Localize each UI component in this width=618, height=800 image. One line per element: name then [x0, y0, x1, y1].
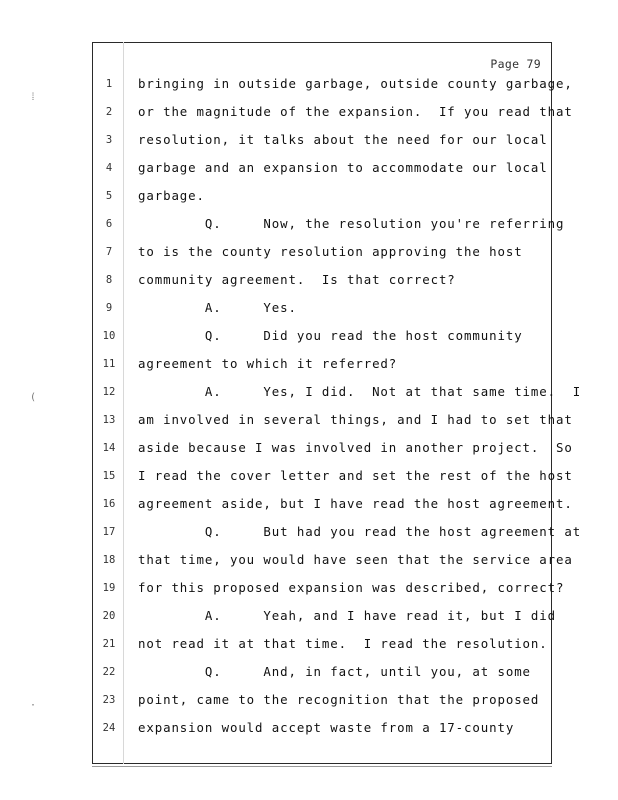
transcript-line — [92, 126, 552, 154]
scan-margin-mark: ⁞ — [30, 92, 37, 103]
line-number: 14 — [102, 442, 116, 454]
line-number: 22 — [102, 666, 116, 678]
line-number: 17 — [102, 526, 116, 538]
scan-margin-mark: ( — [30, 392, 37, 403]
transcript-line — [92, 462, 573, 490]
line-text: Q. But had you read the host agreement at — [138, 524, 582, 539]
transcript-line — [92, 490, 573, 518]
line-text: aside because I was involved in another project. So — [138, 440, 573, 455]
line-text: bringing in outside garbage, outside county garbage, — [138, 76, 573, 91]
line-number: 7 — [105, 246, 113, 258]
line-text: community agreement. Is that correct? — [138, 272, 456, 287]
transcript-line — [92, 434, 573, 462]
transcript-line — [92, 322, 552, 350]
transcript-line — [92, 658, 552, 686]
line-number: 4 — [105, 162, 113, 174]
line-number: 13 — [102, 414, 116, 426]
transcript-line — [92, 98, 573, 126]
line-number: 5 — [105, 190, 113, 202]
line-number: 20 — [102, 610, 116, 622]
line-text: Q. Now, the resolution you're referring — [138, 216, 565, 231]
transcript-line — [92, 154, 552, 182]
transcript-line — [92, 294, 552, 322]
line-text: expansion would accept waste from a 17-county — [138, 720, 515, 735]
transcript-line — [92, 182, 552, 210]
transcript-line — [92, 350, 552, 378]
line-text: agreement to which it referred? — [138, 356, 398, 371]
transcript-line — [92, 518, 582, 546]
line-number: 12 — [102, 386, 116, 398]
transcript-line — [92, 70, 573, 98]
line-text: am involved in several things, and I had to set that — [138, 412, 573, 427]
transcript-line — [92, 602, 556, 630]
transcript-line — [92, 546, 573, 574]
line-text: resolution, it talks about the need for our local — [138, 132, 548, 147]
line-text: Q. And, in fact, until you, at some — [138, 664, 531, 679]
line-number: 15 — [102, 470, 116, 482]
line-number: 3 — [105, 134, 113, 146]
scan-margin-mark: · — [30, 700, 37, 711]
line-number: 18 — [102, 554, 116, 566]
line-number: 9 — [105, 302, 113, 314]
line-number: 10 — [102, 330, 116, 342]
transcript-line — [92, 406, 573, 434]
transcript-line — [92, 714, 552, 742]
line-number: 21 — [102, 638, 116, 650]
line-text: A. Yes, I did. Not at that same time. I — [138, 384, 582, 399]
line-text: garbage. — [138, 188, 205, 203]
line-number: 11 — [102, 358, 116, 370]
line-text: Q. Did you read the host community — [138, 328, 523, 343]
line-number: 24 — [102, 722, 116, 734]
line-number: 19 — [102, 582, 116, 594]
transcript-line — [92, 238, 552, 266]
line-text: not read it at that time. I read the resolution. — [138, 636, 548, 651]
transcript-line — [92, 266, 552, 294]
page-number: Page 79 — [490, 57, 541, 71]
transcript-line — [92, 378, 582, 406]
line-text: agreement aside, but I have read the host agreement. — [138, 496, 573, 511]
line-number: 23 — [102, 694, 116, 706]
transcript-line — [92, 630, 552, 658]
line-number: 16 — [102, 498, 116, 510]
line-number: 8 — [105, 274, 113, 286]
transcript-line — [92, 686, 552, 714]
line-text: to is the county resolution approving the host — [138, 244, 523, 259]
line-text: I read the cover letter and set the rest of the host — [138, 468, 573, 483]
line-text: A. Yeah, and I have read it, but I did — [138, 608, 556, 623]
line-number: 6 — [105, 218, 113, 230]
line-text: or the magnitude of the expansion. If you read that — [138, 104, 573, 119]
transcript-line — [92, 574, 565, 602]
line-number: 1 — [105, 78, 113, 90]
line-text: point, came to the recognition that the proposed — [138, 692, 540, 707]
line-number: 2 — [105, 106, 113, 118]
line-text: for this proposed expansion was described, correct? — [138, 580, 565, 595]
line-text: that time, you would have seen that the service area — [138, 552, 573, 567]
page-bottom-rule — [92, 766, 552, 767]
line-text: garbage and an expansion to accommodate our local — [138, 160, 548, 175]
transcript-line — [92, 210, 565, 238]
transcript-body — [92, 70, 582, 742]
line-text: A. Yes. — [138, 300, 297, 315]
